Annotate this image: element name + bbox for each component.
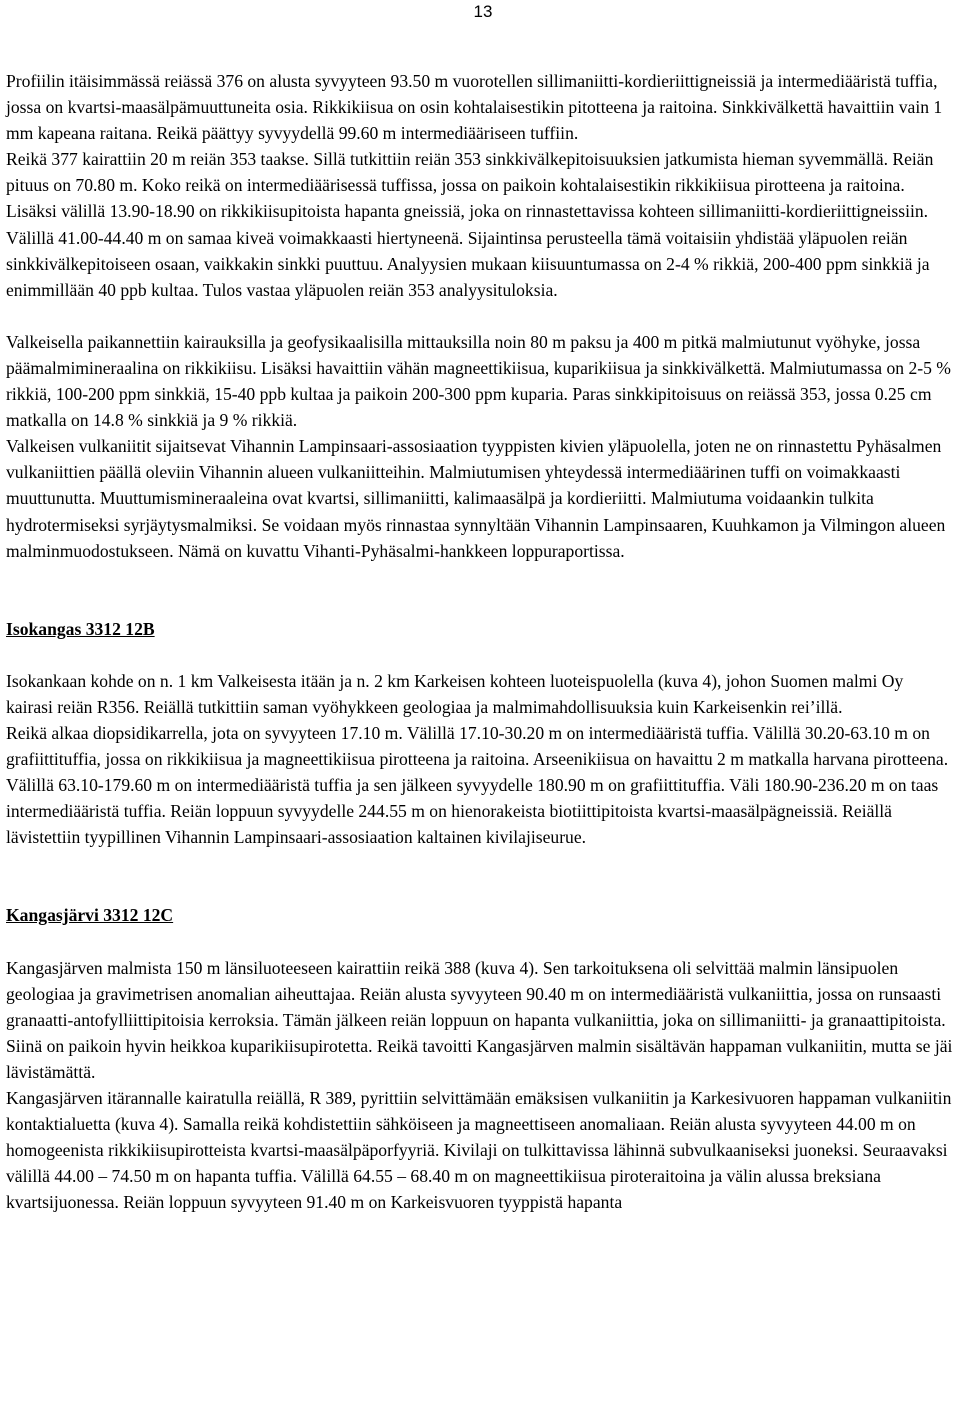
section-spacer	[6, 564, 954, 616]
paragraph-profile-376: Profiilin itäisimmässä reiässä 376 on alusta syvyyteen 93.50 m vuorotellen sillimaniitti-kordieriittigneissiä ja intermediääristä tuffia, jossa on kvartsi-maasälpämuuttuneita osia. Rikkikiisua on osin kohtalaisestikin pitotteena ja raitoina. Sinkkivälkettä havaittiin vain 1 mm kapeana raitana. Reikä päättyy syvyydellä 99.60 m intermediääriseen tuffiin.	[6, 71, 943, 144]
paragraph-kangasjarvi-389: Kangasjärven itärannalle kairatulla reiällä, R 389, pyrittiin selvittämään emäksisen vulkaniitin ja Karkesivuoren happaman vulkaniitin kontaktialuetta (kuva 4). Samalla reikä kohdistettiin sähköiseen ja magneettiseen anomaliaan. Reiän alusta syvyyteen 44.00 m on homogeenista rikkikiisupirotteista kvartsi-maasälpäporfyyriä. Kivilaji on tulkittavissa lähinnä subvulkaaniseksi juoneksi. Seuraavaksi välillä 44.00 – 74.50 m on hapanta tuffia. Välillä 64.55 – 68.40 m on magneettikiisua piroteraitoina ja välin alussa breksiana kvartsijuonessa. Reiän loppuun syvyyteen 91.40 m on Karkeisvuoren tyyppistä hapanta	[6, 1088, 952, 1213]
paragraph-kangasjarvi-388: Kangasjärven malmista 150 m länsiluoteeseen kairattiin reikä 388 (kuva 4). Sen tarkoituksena oli selvittää malmin länsipuolen geologiaa ja gravimetrisen anomalian aiheuttajaa. Reiän alusta syvyyteen 90.40 m on intermediääristä vulkaniittia, jossa on runsaasti granaatti-antofylliittipitoisia kerroksia. Tämän jälkeen reiän loppuun on hapanta vulkaniittia, joka on sillimaniitti- ja granaattipitoista. Siinä on paikoin hyvin heikkoa kuparikiisupirotetta. Reikä tavoitti Kangasjärven malmin sisältävän happaman vulkaniitin, mutta se jäi lävistämättä.	[6, 957, 953, 1082]
paragraph-isokangas-intro: Isokankaan kohde on n. 1 km Valkeisesta itään ja n. 2 km Karkeisen kohteen luoteispuolella (kuva 4), johon Suomen malmi Oy kairasi reiän R356. Reiällä tutkittiin saman vyöhykkeen geologiaa ja malmimahdollisuuksia kuin Karkeisenkin rei’illä.	[6, 670, 904, 717]
paragraph-valkeinen-summary: Valkeisella paikannettiin kairauksilla ja geofysikaalisilla mittauksilla noin 80 m paksu ja 400 m pitkä malmiutunut vyöhyke, jossa päämalmimineraalina on rikkikiisu. Lisäksi havaittiin vähän magneettikiisua, kuparikiisua ja sinkkivälkettä. Malmiutumassa on 2-5 % rikkiä, 100-200 ppm sinkkiä, 15-40 ppb kultaa ja paikoin 200-300 ppm kuparia. Paras sinkkipitoisuus on reiässä 353, jossa 0.25 cm matkalla on 14.8 % sinkkiä ja 9 % rikkiä.	[6, 331, 951, 431]
page-body	[6, 68, 954, 1215]
paragraph-spacer	[6, 303, 954, 329]
heading-spacer	[6, 929, 954, 955]
paragraph-hole-377: Reikä 377 kairattiin 20 m reiän 353 taakse. Sillä tutkittiin reiän 353 sinkkivälkepitoisuuksien jatkumista hieman syvemmällä. Reiän pituus on 70.80 m. Koko reikä on intermediäärisessä tuffissa, jossa on paikoin kohtalaisestikin rikkikiisua pirotteena ja raitoina. Lisäksi välillä 13.90-18.90 on rikkikiisupitoista hapanta gneissiä, joka on rinnastettavissa kohteen sillimaniitti-kordieriittigneissiin. Välillä 41.00-44.40 m on samaa kiveä voimakkaasti hiertyneenä. Sijaintinsa perusteella tämä voitaisiin yhdistää yläpuolen reiän sinkkivälkepitoiseen osaan, vaikkakin sinkki puuttuu. Analyysien mukaan kiisuuntumassa on 2-4 % rikkiä, 200-400 ppm sinkkiä ja enimmillään 40 ppb kultaa. Tulos vastaa yläpuolen reiän 353 analyysituloksia.	[6, 149, 934, 300]
paragraph-isokangas-hole: Reikä alkaa diopsidikarrella, jota on syvyyteen 17.10 m. Välillä 17.10-30.20 m on intermediääristä tuffia. Välillä 30.20-63.10 m on grafiittituffia, jossa on rikkikiisua ja magneettikiisua pirotteena ja raitoina. Arseenikiisua on havaittu 2 m matkalla harvana pirotteena. Välillä 63.10-179.60 m on intermediääristä tuffia ja sen jälkeen syvyydelle 180.90 m on grafiittituffia. Väli 180.90-236.20 m on taas intermediääristä tuffia. Reiän loppuun syvyydelle 244.55 m on hienorakeista biotiittipitoista kvartsi-maasälpägneissiä. Reiällä lävistettiin tyypillinen Vihannin Lampinsaari-assosiaation kaltainen kivilajiseurue.	[6, 722, 949, 848]
section-heading-kangasjarvi: Kangasjärvi 3312 12C	[6, 905, 174, 926]
section-spacer	[6, 850, 954, 902]
page-number: 13	[473, 2, 493, 21]
heading-spacer	[6, 642, 954, 668]
paragraph-valkeinen-volcanics: Valkeisen vulkaniitit sijaitsevat Vihannin Lampinsaari-assosiaation tyyppisten kivien yläpuolella, joten ne on rinnastettu Pyhäsalmen vulkaniittien päällä oleviin Vihannin alueen vulkaniitteihin. Malmiutumisen yhteydessä intermediäärinen tuffi on voimakkaasti muuttunutta. Muuttumismineraaleina ovat kvartsi, sillimaniitti, kalimaasälpä ja kordieriitti. Malmiutuma voidaankin tulkita hydrotermiseksi syrjäytysmalmiksi. Se voidaan myös rinnastaa synnyltään Vihannin Lampinsaaren, Kuuhkamon ja Vilmingon alueen malminmuodostukseen. Nämä on kuvattu Vihanti-Pyhäsalmi-hankkeen loppuraportissa.	[6, 436, 946, 561]
section-heading-isokangas: Isokangas 3312 12B	[6, 618, 155, 639]
